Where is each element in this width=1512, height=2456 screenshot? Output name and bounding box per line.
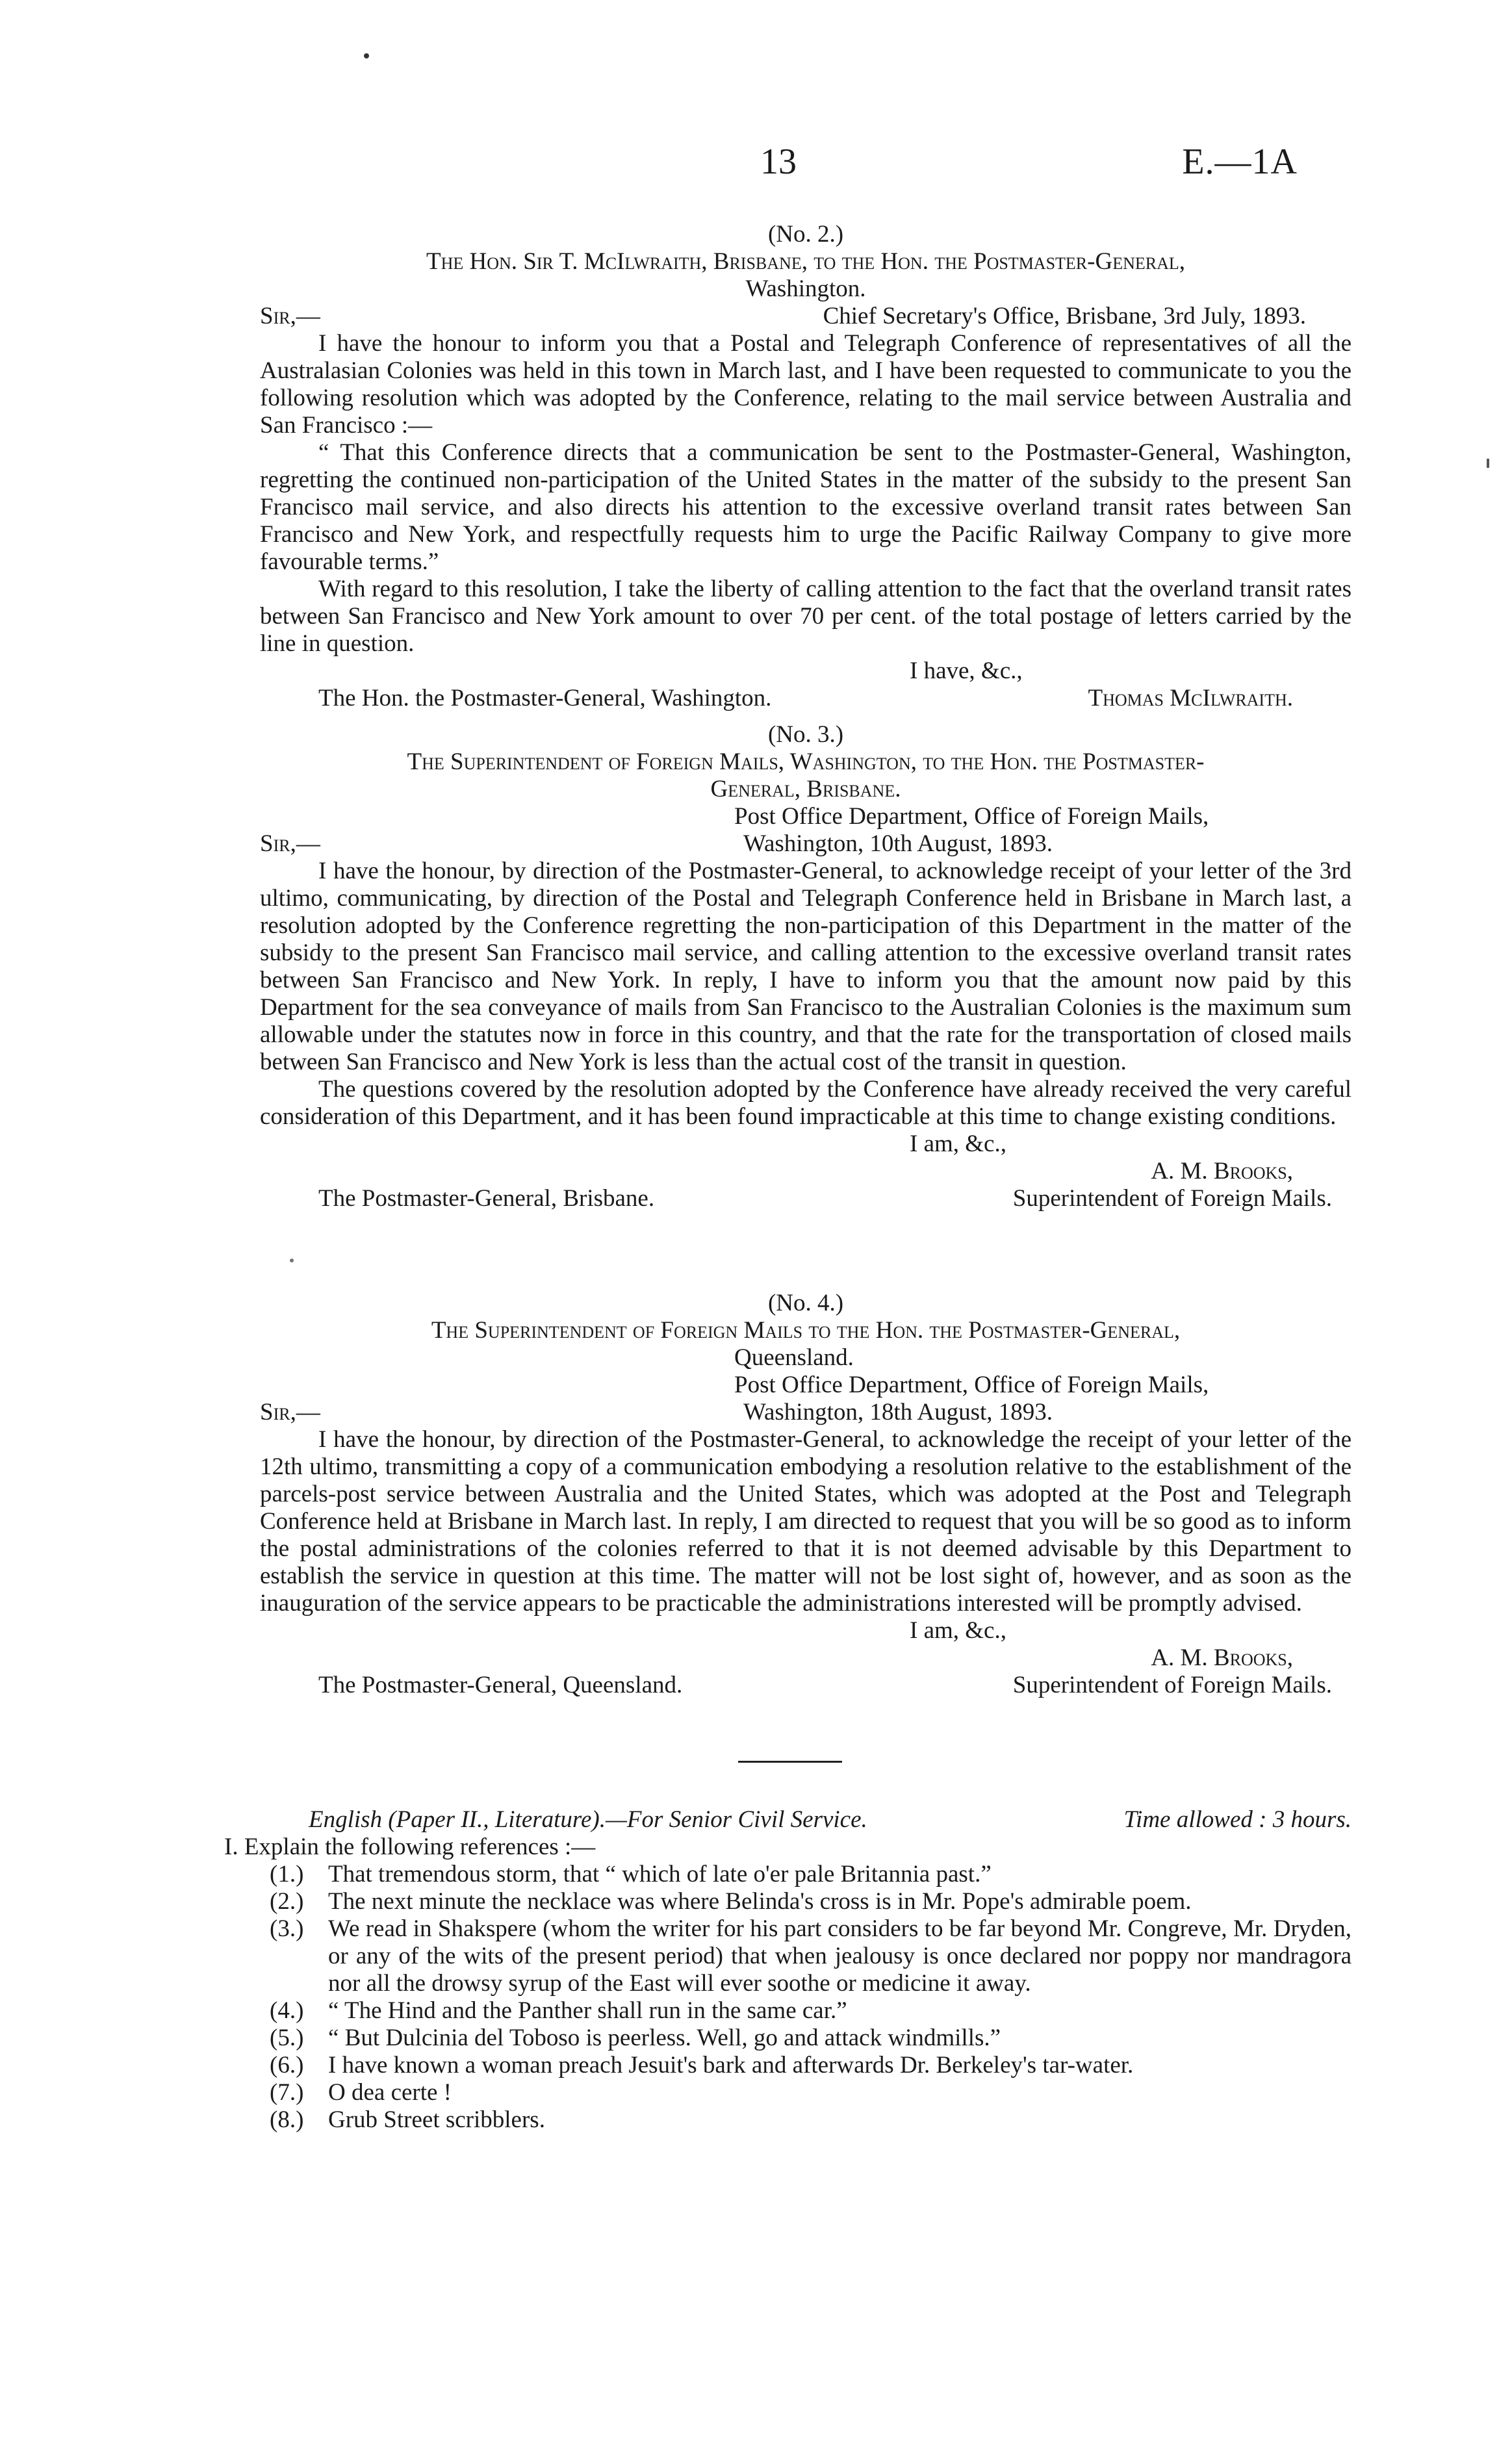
item-text: Grub Street scribblers. <box>328 2106 545 2133</box>
speck-mark <box>364 53 369 58</box>
sender-address: Chief Secretary's Office, Brisbane, 3rd July, 1893. <box>823 303 1306 329</box>
salutation-row <box>260 830 1352 858</box>
letter-no-3 <box>260 721 1352 1212</box>
item-text: “ But Dulcinia del Toboso is peerless. Well, go and attack windmills.” <box>328 2025 1001 2051</box>
margin-mark <box>1487 459 1489 468</box>
item-number: (7.) <box>270 2079 304 2106</box>
list-item <box>270 1997 1352 2025</box>
salutation-row <box>260 1399 1352 1426</box>
closing: I am, &c., <box>910 1131 1006 1157</box>
letter-title-cont: General, Brisbane. <box>710 776 901 802</box>
sender-address-date: Washington, 10th August, 1893. <box>743 830 1053 857</box>
item-number: (4.) <box>270 1997 304 2024</box>
list-item <box>270 2025 1352 2052</box>
sender-address-date: Washington, 18th August, 1893. <box>743 1399 1053 1426</box>
signature-title: Superintendent of Foreign Mails. <box>1012 1185 1332 1212</box>
letter-title: The Superintendent of Foreign Mails, Washington, to the Hon. the Postmaster- <box>407 748 1205 775</box>
list-item <box>270 2052 1352 2079</box>
item-number: (6.) <box>270 2052 304 2079</box>
salutation-row <box>260 303 1352 330</box>
exam-time: Time allowed : 3 hours. <box>1123 1806 1352 1833</box>
sender-address: Post Office Department, Office of Foreign Mails, <box>734 1372 1209 1398</box>
item-number: (5.) <box>270 2025 304 2051</box>
list-item <box>270 2106 1352 2134</box>
letter-title-cont: Queensland. <box>734 1344 854 1371</box>
letter-title: The Hon. Sir T. McIlwraith, Brisbane, to the Hon. the Postmaster-General, <box>426 248 1185 275</box>
exam-section <box>224 1806 1352 2134</box>
salutation: Sir,— <box>260 303 320 329</box>
recipient: The Postmaster-General, Queensland. <box>318 1672 683 1698</box>
signature: A. M. Brooks, <box>1151 1644 1293 1671</box>
item-number: (1.) <box>270 1861 304 1887</box>
paragraph: The questions covered by the resolution adopted by the Conference have already received the very careful consideration of this Department, and it has been found impracticable at this time to change existing conditions. <box>260 1076 1352 1130</box>
item-text: “ The Hind and the Panther shall run in the same car.” <box>328 1997 847 2024</box>
salutation: Sir,— <box>260 1399 320 1426</box>
resolution-quote: “ That this Conference directs that a communication be sent to the Postmaster-General, Washington, regretting the continued non-participation of the United States in the matter of the subsidy to the present San Francisco mail service, and also directs his attention to the excessive overland transit rates between San Francisco and New York, and respectfully requests him to urge the Pacific Railway Company to give more favourable terms.” <box>260 439 1352 575</box>
closing: I have, &c., <box>910 658 1023 684</box>
paragraph: I have the honour, by direction of the Postmaster-General, to acknowledge receipt of your letter of the 3rd ultimo, communicating, by direction of the Postal and Telegraph Conference held in Brisbane in March last, a resolution adopted by the Conference regretting the non-participation of this Department in the matter of the subsidy to the present San Francisco mail service, and calling attention to the excessive overland transit rates between San Francisco and New York. In reply, I have to inform you that the amount now paid by this Department for the sea conveyance of mails from San Francisco to the Australian Colonies is the maximum sum allowable under the statutes now in force in this country, and that the rate for the transportation of closed mails between San Francisco and New York is less than the actual cost of the transit in question. <box>260 858 1352 1075</box>
exam-heading-row <box>224 1806 1352 1834</box>
recipient-row <box>260 1185 1352 1212</box>
salutation: Sir,— <box>260 830 320 857</box>
item-text: O dea certe ! <box>328 2079 452 2106</box>
list-item <box>270 1888 1352 1915</box>
letter-title: The Superintendent of Foreign Mails to the Hon. the Postmaster-General, <box>431 1317 1181 1344</box>
item-text: I have known a woman preach Jesuit's bark and afterwards Dr. Berkeley's tar-water. <box>328 2052 1134 2079</box>
list-item <box>270 1915 1352 1997</box>
recipient-row <box>260 1672 1352 1699</box>
margin-mark <box>290 1259 294 1262</box>
signature: Thomas McIlwraith. <box>1088 685 1293 711</box>
item-text: That tremendous storm, that “ which of late o'er pale Britannia past.” <box>328 1861 992 1887</box>
item-text: We read in Shakspere (whom the writer for his part considers to be far beyond Mr. Congreve, Mr. Dryden, or any of the wits of the present period) that when jealousy is once declared nor poppy nor mandragora nor all the drowsy syrup of the East will ever soothe or medicine it away. <box>328 1915 1352 1997</box>
letter-no-2 <box>260 221 1352 712</box>
signature-title: Superintendent of Foreign Mails. <box>1012 1672 1332 1698</box>
closing: I am, &c., <box>910 1617 1006 1644</box>
letter-title-cont: Washington. <box>745 275 866 302</box>
section-divider <box>738 1761 842 1763</box>
item-text: The next minute the necklace was where Belinda's cross is in Mr. Pope's admirable poem. <box>328 1888 1192 1915</box>
letter-number: (No. 4.) <box>767 1290 844 1316</box>
recipient: The Postmaster-General, Brisbane. <box>318 1185 655 1212</box>
recipient-row <box>260 685 1352 712</box>
exam-heading: English (Paper II., Literature).—For Senior Civil Service. <box>309 1806 867 1833</box>
letter-number: (No. 3.) <box>767 721 844 748</box>
sender-address: Post Office Department, Office of Foreign Mails, <box>734 803 1209 830</box>
paragraph: I have the honour to inform you that a Postal and Telegraph Conference of representatives of all the Australasian Colonies was held in this town in March last, and I have been requested to communicate to you the following resolution which was adopted by the Conference, relating to the mail service between Australia and San Francisco :— <box>260 330 1352 439</box>
signature: A. M. Brooks, <box>1151 1158 1293 1184</box>
paragraph: I have the honour, by direction of the Postmaster-General, to acknowledge the receipt of your letter of the 12th ultimo, transmitting a copy of a communication embodying a resolution relative to the establishment of the parcels-post service between Australia and the United States, which was adopted at the Post and Telegraph Conference held at Brisbane in March last. In reply, I am directed to request that you will be so good as to inform the postal administrations of the colonies referred to that it is not deemed advisable by this Department to establish the service in question at this time. The matter will not be lost sight of, however, and as soon as the inauguration of the service appears to be practicable the administrations interested will be promptly advised. <box>260 1426 1352 1617</box>
item-number: (3.) <box>270 1915 304 1942</box>
letter-number: (No. 2.) <box>767 221 844 248</box>
references-list <box>224 1861 1352 2134</box>
paragraph: With regard to this resolution, I take the liberty of calling attention to the fact that the overland transit rates between San Francisco and New York amount to over 70 per cent. of the total postage of letters carried by the line in question. <box>260 576 1352 657</box>
letter-no-4 <box>260 1290 1352 1699</box>
list-item <box>270 1861 1352 1888</box>
list-item <box>270 2079 1352 2106</box>
page-number: 13 <box>760 142 797 182</box>
document-reference: E.—1A <box>1182 142 1298 182</box>
item-number: (8.) <box>270 2106 304 2133</box>
recipient: The Hon. the Postmaster-General, Washington. <box>318 685 772 711</box>
item-number: (2.) <box>270 1888 304 1915</box>
question-intro: I. Explain the following references :— <box>224 1834 596 1860</box>
